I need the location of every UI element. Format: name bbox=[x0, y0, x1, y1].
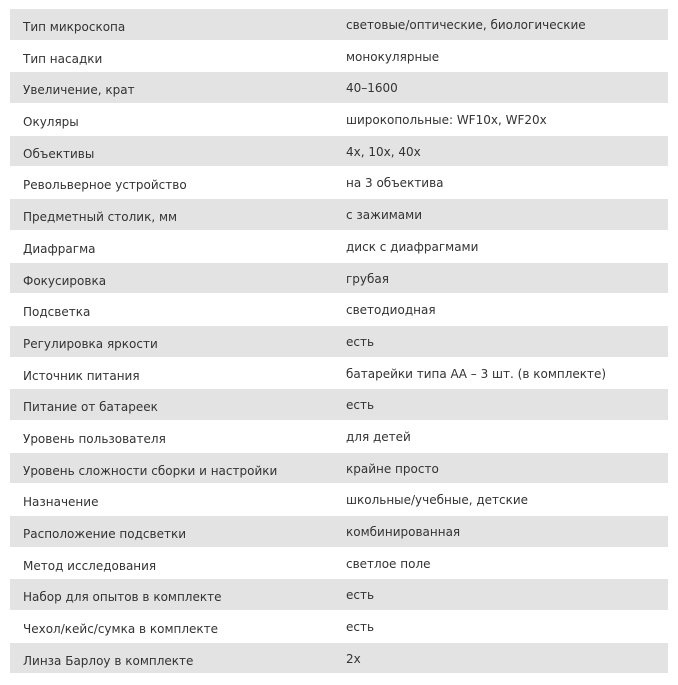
spec-row-illumination bbox=[10, 294, 668, 326]
spec-row-stage bbox=[10, 199, 668, 231]
spec-label: Предметный столик, мм bbox=[23, 210, 178, 225]
spec-label: Уровень пользователя bbox=[23, 431, 166, 446]
spec-row-head-type bbox=[10, 41, 668, 73]
spec-row-power-source bbox=[10, 358, 668, 390]
spec-row-barlow-lens bbox=[10, 643, 668, 675]
specifications-table bbox=[10, 9, 668, 674]
spec-value: световые/оптические, биологические bbox=[346, 18, 586, 32]
spec-value: широкопольные: WF10x, WF20x bbox=[346, 113, 547, 128]
spec-value: школьные/учебные, детские bbox=[346, 493, 529, 508]
spec-label: Подсветка bbox=[23, 305, 91, 320]
spec-value: на 3 объектива bbox=[346, 176, 444, 191]
spec-value: монокулярные bbox=[346, 49, 440, 64]
spec-label: Источник питания bbox=[23, 368, 140, 383]
spec-label: Набор для опытов в комплекте bbox=[23, 590, 222, 605]
spec-label: Объективы bbox=[23, 146, 95, 161]
spec-value: светлое поле bbox=[346, 556, 431, 571]
spec-value: 4x, 10x, 40x bbox=[346, 144, 421, 159]
spec-row-purpose bbox=[10, 484, 668, 516]
spec-label: Расположение подсветки bbox=[23, 527, 186, 541]
spec-row-experiment-kit bbox=[10, 579, 668, 611]
spec-label: Диафрагма bbox=[23, 241, 96, 256]
spec-value: 2x bbox=[346, 651, 361, 666]
spec-row-magnification bbox=[10, 72, 668, 104]
spec-value: есть bbox=[346, 334, 375, 349]
spec-label: Окуляры bbox=[23, 115, 79, 130]
spec-label: Регулировка яркости bbox=[23, 336, 158, 351]
spec-value: батарейки типа АА – 3 шт. (в комплекте) bbox=[346, 366, 607, 381]
spec-label: Тип насадки bbox=[23, 51, 103, 66]
spec-value: есть bbox=[346, 398, 375, 413]
spec-row-focusing bbox=[10, 263, 668, 295]
spec-value: грубая bbox=[346, 271, 389, 286]
spec-label: Фокусировка bbox=[23, 273, 107, 288]
spec-row-brightness-control bbox=[10, 326, 668, 358]
spec-label: Уровень сложности сборки и настройки bbox=[23, 463, 278, 478]
spec-row-microscope-type bbox=[10, 9, 668, 41]
spec-value: есть bbox=[346, 588, 375, 603]
spec-row-objectives bbox=[10, 136, 668, 168]
spec-value: комбинированная bbox=[346, 525, 461, 539]
spec-value: есть bbox=[346, 620, 375, 635]
spec-value: для детей bbox=[346, 429, 411, 444]
spec-row-battery-power bbox=[10, 389, 668, 421]
spec-label: Метод исследования bbox=[23, 558, 157, 573]
spec-label: Чехол/кейс/сумка в комплекте bbox=[23, 622, 219, 637]
spec-row-case-included bbox=[10, 611, 668, 643]
spec-label: Назначение bbox=[23, 495, 99, 510]
spec-label: Тип микроскопа bbox=[23, 20, 126, 34]
spec-row-research-method bbox=[10, 548, 668, 580]
spec-label: Увеличение, крат bbox=[23, 83, 135, 98]
spec-row-revolver bbox=[10, 167, 668, 199]
spec-value: крайне просто bbox=[346, 461, 439, 476]
spec-label: Револьверное устройство bbox=[23, 178, 187, 193]
spec-value: светодиодная bbox=[346, 303, 436, 318]
spec-row-illumination-position bbox=[10, 516, 668, 548]
spec-row-assembly-complexity bbox=[10, 453, 668, 485]
spec-value: с зажимами bbox=[346, 208, 423, 223]
spec-label: Питание от батареек bbox=[23, 400, 158, 415]
spec-value: 40–1600 bbox=[346, 81, 398, 96]
spec-row-eyepieces bbox=[10, 104, 668, 136]
spec-row-user-level bbox=[10, 421, 668, 453]
spec-value: диск с диафрагмами bbox=[346, 239, 479, 254]
spec-label: Линза Барлоу в комплекте bbox=[23, 653, 194, 668]
spec-row-diaphragm bbox=[10, 231, 668, 263]
